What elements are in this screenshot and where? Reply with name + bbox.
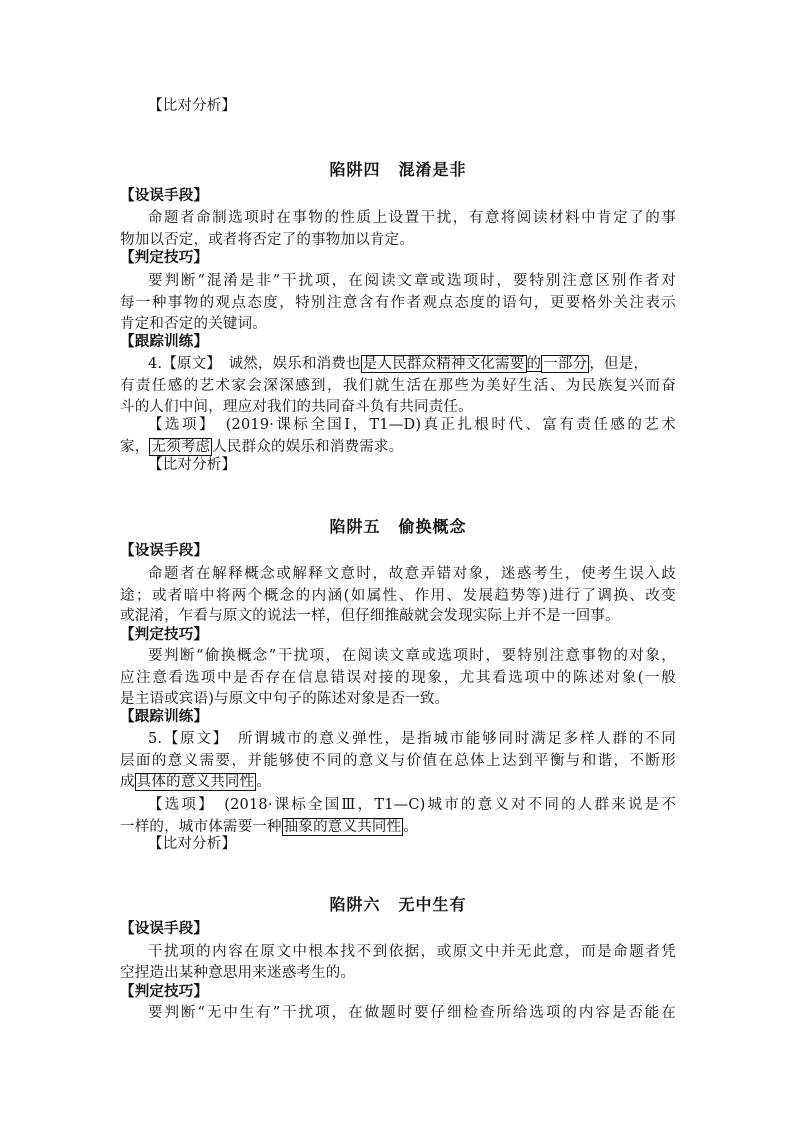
skill-text: 要判断“无中生有”干扰项，在做题时要仔细检查所给选项的内容是否能在 [148,1005,676,1021]
method-label: 【设误手段】 [120,920,209,937]
option-text: 一样的，城市体需要一种 抽象的意义共同性 。 [120,819,419,835]
boxed-phrase: 是人民群众精神文化需要 [362,356,525,372]
skill-text: 肯定和否定的关键词。 [120,316,267,332]
question-text: 有责任感的艺术家会深深感到，我们就生活在那些为美好生活、为民族复兴而奋 [120,378,676,394]
section-title-trap-6 [120,893,676,917]
option-text: 【选项】 (2019·课标全国Ⅰ，T1—D)真正扎根时代、富有责任感的艺术 [148,417,676,433]
question-text: 4.【原文】 诚然，娱乐和消费也 是人民群众精神文化需要 的 一部分 ，但是， [148,356,649,372]
method-text: 物加以否定，或者将否定了的事物加以肯定。 [120,232,414,248]
boxed-phrase: 具体的意义共同性 [136,774,255,790]
method-text: 命题者在解释概念或解释文意时，故意弄错对象，迷惑考生，使考生误入歧 [148,566,676,582]
question-text: 层面的意义需要，并能够使不同的意义与价值在总体上达到平衡与和谐，不断形 [120,753,676,769]
section-name: 无中生有 [398,895,467,914]
boxed-phrase: 无须考虑 [151,439,211,455]
skill-text: 每一种事物的观点态度，特别注意含有作者观点态度的语句，更要格外关注表示 [120,295,676,311]
section-name: 偷换概念 [398,517,467,536]
question-text: 5.【原文】 所谓城市的意义弹性，是指城市能够同时满足多样人群的不同 [148,731,676,747]
skill-label: 【判定技巧】 [120,249,209,266]
method-label: 【设误手段】 [120,542,209,559]
method-text: 途；或者暗中将两个概念的内涵(如属性、作用、发展趋势等)进行了调换、改变 [120,588,676,604]
skill-text: 是主语或宾语)与原文中句子的陈述对象是否一致。 [120,691,450,707]
method-text: 命题者命制选项时在事物的性质上设置干扰，有意将阅读材料中肯定了的事 [148,210,676,226]
section-number: 陷阱四 [329,160,381,179]
compare-analysis-label: 【比对分析】 [148,836,237,852]
skill-label: 【判定技巧】 [120,626,209,643]
section-title-trap-5 [120,515,676,539]
section-number: 陷阱六 [329,895,381,914]
section-title-trap-4 [120,158,676,182]
option-text: 【选项】 (2018·课标全国Ⅲ，T1—C)城市的意义对不同的人群来说是不 [148,797,676,813]
training-label: 【跟踪训练】 [120,708,209,725]
skill-text: 要判断“混淆是非”干扰项，在阅读文章或选项时，要特别注意区别作者对 [148,273,676,289]
question-text: 成 具体的意义共同性 。 [120,774,272,790]
skill-text: 要判断“偷换概念”干扰项，在阅读文章或选项时，要特别注意事物的对象， [148,648,676,664]
method-text: 干扰项的内容在原文中根本找不到依据，或原文中并无此意，而是命题者凭 [148,944,676,960]
boxed-phrase: 抽象的意义共同性 [283,819,402,835]
compare-analysis-label: 【比对分析】 [148,457,237,473]
boxed-phrase: 一部分 [543,356,588,372]
skill-text: 应注意看选项中是否存在信息错误对接的现象，尤其看选项中的陈述对象(一般 [120,670,676,686]
section-number: 陷阱五 [329,517,381,536]
section-name: 混淆是非 [398,160,467,179]
method-text: 空捏造出某种意思用来迷惑考生的。 [120,965,356,981]
compare-analysis-label: 【比对分析】 [148,98,237,114]
method-text: 或混淆，乍看与原文的说法一样，但仔细推敲就会发现实际上并不是一回事。 [120,608,620,624]
question-text: 斗的人们中间，理应对我们的共同奋斗负有共同责任。 [120,399,473,415]
training-label: 【跟踪训练】 [120,333,209,350]
skill-label: 【判定技巧】 [120,983,209,1000]
option-text: 家， 无须考虑 人民群众的娱乐和消费需求。 [120,439,404,455]
method-label: 【设误手段】 [120,187,209,204]
